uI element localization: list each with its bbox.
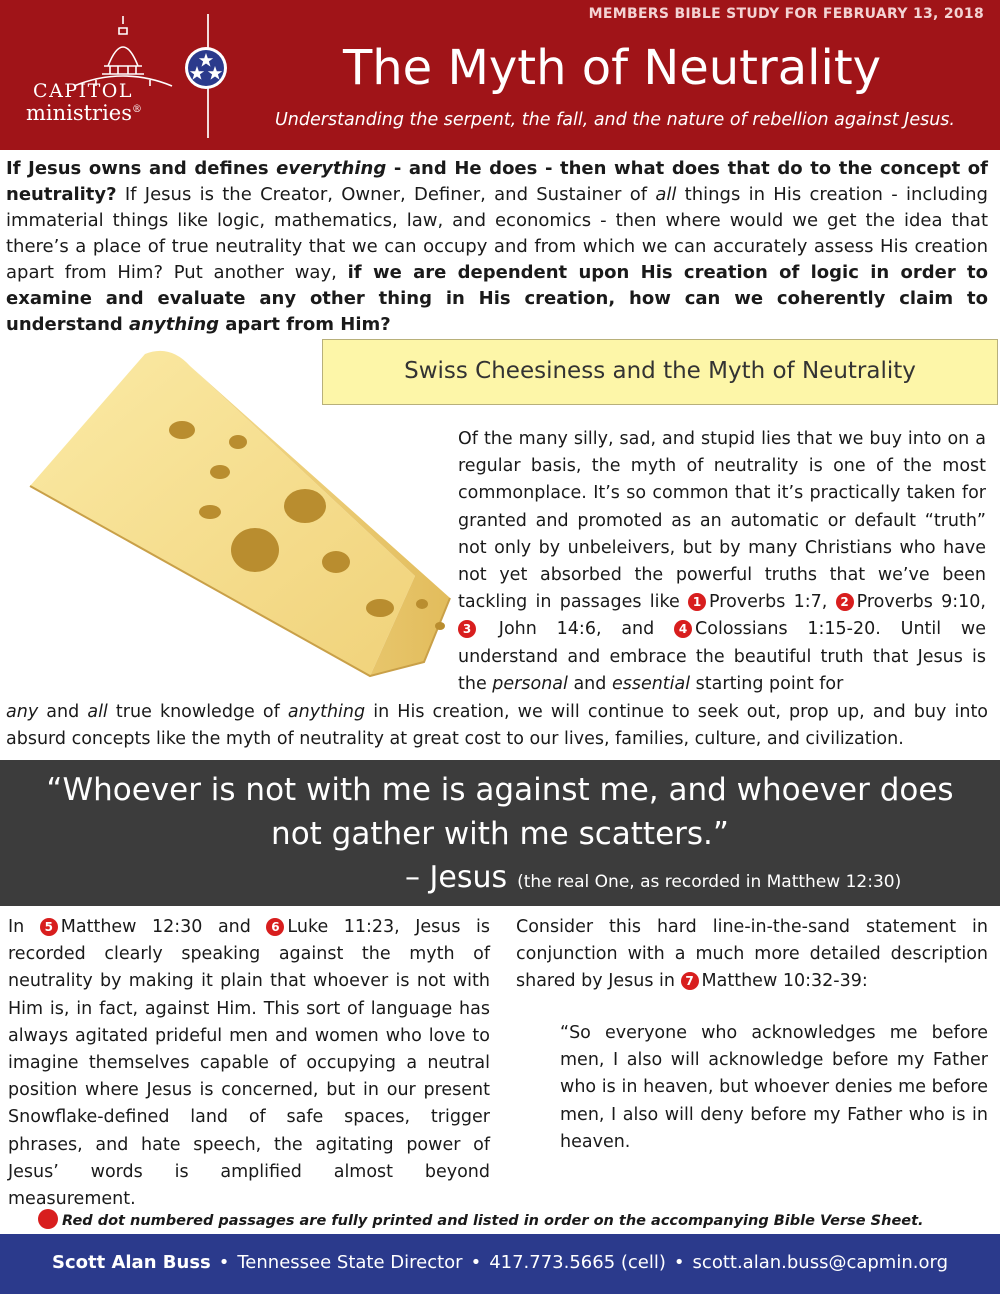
quote-text: “Whoever is not with me is against me, and whoever does not gather with me scatters.” bbox=[46, 772, 954, 852]
ref-dot-1: 1 bbox=[688, 593, 706, 611]
footer-band bbox=[0, 1234, 1000, 1294]
ref-dot-4: 4 bbox=[674, 620, 692, 638]
quote-block bbox=[0, 760, 1000, 906]
left-column-paragraph: In 5 Matthew 12:30 and 6 Luke 11:23, Jesus is recorded clearly speaking against the myth of neutrality by making it plain that whoever is not with Him is, in fact, against Him. This sort of language has always agitated prideful men and women who love to imagine themselves capable of occupying a neutral position where Jesus is concerned, but in our present Snowflake-defined land of safe spaces, trigger phrases, and hate speech, the agitating power of Jesus’ words is amplified almost beyond measurement. bbox=[8, 917, 490, 1210]
footer-contact: Scott Alan Buss • Tennessee State Director • 417.773.5665 (cell) • scott.alan.buss@capmin.org bbox=[51, 1252, 948, 1273]
study-date-kicker: MEMBERS BIBLE STUDY FOR FEBRUARY 13, 2018 bbox=[588, 6, 984, 22]
ref-proverbs-9-10: Proverbs 9:10, bbox=[856, 592, 986, 613]
header-band bbox=[0, 0, 1000, 150]
footnote: Red dot numbered passages are fully printed and listed in order on the accompanying Bible Verse Sheet. bbox=[38, 1209, 1000, 1229]
page-title: The Myth of Neutrality bbox=[342, 40, 882, 96]
logo-ministries-text: ministries® bbox=[25, 101, 143, 125]
ref-john-14-6: John 14:6, and bbox=[479, 619, 675, 640]
logo-capitol-text: CAPITOL bbox=[33, 80, 133, 102]
red-dot-icon bbox=[38, 1209, 58, 1229]
ref-dot-3: 3 bbox=[458, 620, 476, 638]
story-paragraph: Of the many silly, sad, and stupid lies that we buy into on a regular basis, the myth of neutrality is one of the most commonplace. It’s so common that it’s practically taken for granted and promoted as an automatic or default “truth” not only by unbeleivers, but by many Christians who have not yet absorbed the powerful truths that we’ve been tackling in passages like 1 Proverbs 1:7, 2 Proverbs 9:10,3 John 14:6, and 4 Colossians 1:15-20. Until we understand and embrace the beautiful truth that Jesus is the personal and essential starting point for bbox=[458, 429, 986, 694]
ref-dot-7: 7 bbox=[681, 972, 699, 990]
author-phone: 417.773.5665 (cell) bbox=[489, 1252, 666, 1273]
section-heading: Swiss Cheesiness and the Myth of Neutrality bbox=[404, 358, 916, 384]
ref-matthew-10-32: Matthew 10:32-39: bbox=[701, 971, 868, 992]
tennessee-stars-icon bbox=[184, 46, 228, 90]
author-role: Tennessee State Director bbox=[237, 1252, 463, 1273]
quote-attribution: – Jesus (the real One, as recorded in Matthew 12:30) bbox=[405, 860, 902, 895]
verse-quotation: “So everyone who acknowledges me before men, I also will acknowledge before my Father who is in heaven, but whoever denies me before men, I also will deny before my Father who is in heaven. bbox=[560, 1023, 988, 1152]
ref-matthew-12-30: Matthew 12:30 and bbox=[60, 917, 267, 937]
right-column-paragraph: Consider this hard line-in-the-sand statement in conjunction with a much more detailed description shared by Jesus in 7 Matthew 10:32-39: bbox=[516, 917, 988, 992]
ref-dot-2: 2 bbox=[836, 593, 854, 611]
ref-proverbs-1-7: Proverbs 1:7, bbox=[709, 592, 828, 613]
intro-paragraph: If Jesus owns and defines everything - and He does - then what does that do to the concept of neutrality? If Jesus is the Creator, Owner, Definer, and Sustainer of all things in His creation - including immaterial things like logic, mathematics, law, and economics - then where would we get the idea that there’s a place of true neutrality that we can occupy and from which we can accurately assess His creation apart from Him? Put another way, if we are dependent upon His creation of logic in order to examine and evaluate any other thing in His creation, how can we coherently claim to understand anything apart from Him? bbox=[6, 158, 989, 335]
ref-luke-11-23: Luke 11:23 bbox=[287, 917, 395, 937]
story-continued: any and all true knowledge of anything in His creation, we will continue to seek out, prop up, and buy into absurd concepts like the myth of neutrality at great cost to our lives, families, culture, and civilization. bbox=[6, 702, 989, 750]
section-banner bbox=[322, 339, 998, 405]
ref-dot-6: 6 bbox=[266, 918, 284, 936]
ref-dot-5: 5 bbox=[40, 918, 58, 936]
page-subtitle: Understanding the serpent, the fall, and the nature of rebellion against Jesus. bbox=[275, 110, 955, 130]
ref-colossians-1-15: Colossians 1:15-20. bbox=[695, 619, 881, 640]
author-email[interactable]: scott.alan.buss@capmin.org bbox=[692, 1252, 948, 1273]
author-name: Scott Alan Buss bbox=[51, 1252, 211, 1273]
